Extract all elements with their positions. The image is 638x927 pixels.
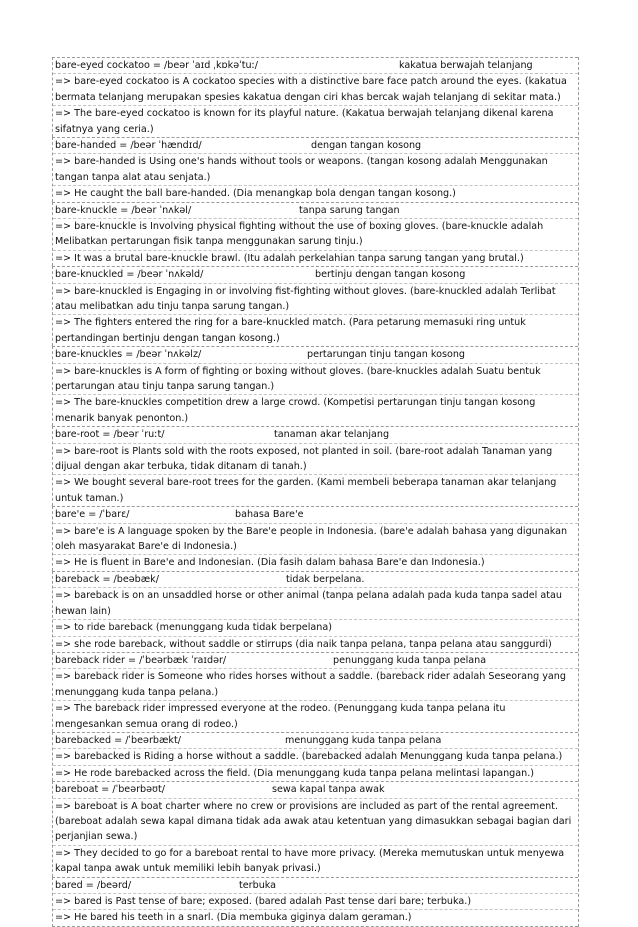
entry-term: bareback = /beəbæk/ xyxy=(55,573,159,585)
entry-definition: => bare-knuckle is Involving physical fighting without the use of boxing gloves. (bare-knuckle adalah Melibatkan pertarungan fisik tanpa menggunakan sarung tinju.) xyxy=(53,218,578,250)
entry-example: => He is fluent in Bare'e and Indonesian. (Dia fasih dalam bahasa Bare'e dan Indonesia.) xyxy=(53,554,578,570)
entry-header xyxy=(53,267,578,282)
entry-meaning: sewa kapal tanpa awak xyxy=(272,784,385,796)
entry-definition: => bareback rider is Someone who rides horses without a saddle. (bareback rider adalah Seseorang yang menunggang kuda tanpa pelana.) xyxy=(53,668,578,700)
entry-example: => He bared his teeth in a snarl. (Dia membuka giginya dalam geraman.) xyxy=(53,909,578,925)
entry-example: => to ride bareback (menunggang kuda tidak berpelana) xyxy=(53,619,578,635)
entry-bared xyxy=(52,877,578,927)
entry-definition: => bared is Past tense of bare; exposed. (bared adalah Past tense dari bare; terbuka.) xyxy=(53,893,578,909)
entry-term: bareback rider = /ˈbeərbæk ˈraɪdər/ xyxy=(55,654,227,666)
entry-term: bare-root = /beər ˈruːt/ xyxy=(55,429,165,441)
entry-bare-knuckle xyxy=(52,202,578,267)
entry-header xyxy=(53,427,578,442)
entry-header xyxy=(53,58,578,73)
entry-meaning: penunggang kuda tanpa pelana xyxy=(333,654,487,666)
entry-bare-root xyxy=(52,426,578,506)
entry-meaning: tanaman akar telanjang xyxy=(274,429,390,441)
entry-meaning: tanpa sarung tangan xyxy=(299,204,400,216)
entry-bare-knuckles xyxy=(52,346,578,426)
entry-example: => The bareback rider impressed everyone at the rodeo. (Penunggang kuda tanpa pelana itu mengesankan semua orang di rodeo.) xyxy=(53,700,578,732)
entry-example: => The bare-eyed cockatoo is known for its playful nature. (Kakatua berwajah telanjang dikenal karena sifatnya yang ceria.) xyxy=(53,105,578,137)
entry-header xyxy=(53,782,578,797)
entry-bare-handed xyxy=(52,137,578,202)
entry-meaning: tidak berpelana. xyxy=(286,573,365,585)
entry-example: => He rode barebacked across the field. (Dia menunggang kuda tanpa pelana melintasi lapangan.) xyxy=(53,765,578,781)
entry-header xyxy=(53,203,578,218)
entry-meaning: bertinju dengan tangan kosong xyxy=(315,269,466,281)
entry-baree xyxy=(52,506,578,571)
entry-term: bareboat = /ˈbeərbəʊt/ xyxy=(55,784,165,796)
entry-example: => We bought several bare-root trees for the garden. (Kami membeli beberapa tanaman akar telanjang untuk taman.) xyxy=(53,474,578,506)
entry-example: => They decided to go for a bareboat rental to have more privacy. (Mereka memutuskan untuk menyewa kapal tanpa awak untuk memiliki lebih banyak privasi.) xyxy=(53,845,578,877)
entry-term: bare'e = /ˈbarɛ/ xyxy=(55,509,130,521)
entry-definition: => bare-knuckled is Engaging in or involving fist-fighting without gloves. (bare-knuckled adalah Terlibat atau melibatkan adu tinju tanpa sarung tangan.) xyxy=(53,283,578,315)
entry-example: => The bare-knuckles competition drew a large crowd. (Kompetisi pertarungan tinju tangan kosong menarik banyak penonton.) xyxy=(53,394,578,426)
entry-term: barebacked = /ˈbeərbækt/ xyxy=(55,734,181,746)
entry-meaning: kakatua berwajah telanjang xyxy=(399,60,533,71)
entry-definition: => bare-knuckles is A form of fighting or boxing without gloves. (bare-knuckles adalah Suatu bentuk pertarungan atau tinju tanpa sarung tangan.) xyxy=(53,363,578,395)
entry-bareback xyxy=(52,571,578,652)
entry-term: bare-knuckle = /beər ˈnʌkəl/ xyxy=(55,204,192,216)
entry-bare-knuckled xyxy=(52,266,578,346)
entry-meaning: bahasa Bare'e xyxy=(235,509,304,521)
entry-header xyxy=(53,733,578,748)
entry-term: bare-eyed cockatoo = /beər ˈaɪd ˌkɒkəˈtuː/ xyxy=(55,60,259,71)
entry-definition: => bareback is on an unsaddled horse or other animal (tanpa pelana adalah pada kuda tanpa sadel atau hewan lain) xyxy=(53,587,578,619)
entry-bareback-rider xyxy=(52,652,578,732)
entry-meaning: terbuka xyxy=(239,879,277,891)
entry-header xyxy=(53,347,578,362)
entry-term: bare-knuckles = /beər ˈnʌkəlz/ xyxy=(55,349,202,361)
entry-meaning: pertarungan tinju tangan kosong xyxy=(307,349,466,361)
entry-definition: => bareboat is A boat charter where no crew or provisions are included as part of the rental agreement. (bareboat adalah sewa kapal dimana tidak ada awak atau ketentuan yang dimasukkan sebagai bagian dari perjanjian sewa.) xyxy=(53,798,578,845)
entry-definition: => barebacked is Riding a horse without a saddle. (barebacked adalah Menunggang kuda tanpa pelana.) xyxy=(53,748,578,764)
entry-meaning: dengan tangan kosong xyxy=(311,140,422,152)
entry-example: => It was a brutal bare-knuckle brawl. (Itu adalah perkelahian tanpa sarung tangan yang brutal.) xyxy=(53,250,578,266)
entry-header xyxy=(53,507,578,522)
entry-barebacked xyxy=(52,732,578,781)
entry-term: bare-knuckled = /beər ˈnʌkəld/ xyxy=(55,269,204,281)
entry-definition: => bare-eyed cockatoo is A cockatoo species with a distinctive bare face patch around the eyes. (kakatua bermata telanjang merupakan spesies kakatua dengan ciri khas bercak wajah telanjang di sekitar mata.) xyxy=(53,73,578,105)
entry-header xyxy=(53,653,578,668)
vocabulary-page xyxy=(52,57,579,927)
entry-header xyxy=(53,878,578,893)
entry-bareboat xyxy=(52,781,578,876)
entry-header xyxy=(53,572,578,587)
entry-definition: => bare-root is Plants sold with the roots exposed, not planted in soil. (bare-root adalah Tanaman yang dijual dengan akar terbuka, tidak ditanam di tanah.) xyxy=(53,443,578,475)
entry-meaning: menunggang kuda tanpa pelana xyxy=(285,734,442,746)
entry-bare-eyed-cockatoo xyxy=(52,57,578,137)
entry-term: bared = /beərd/ xyxy=(55,879,132,891)
entry-definition: => bare'e is A language spoken by the Bare'e people in Indonesia. (bare'e adalah bahasa yang digunakan oleh masyarakat Bare'e di Indonesia.) xyxy=(53,523,578,555)
entry-example: => she rode bareback, without saddle or stirrups (dia naik tanpa pelana, tanpa pelana atau sanggurdi) xyxy=(53,636,578,652)
entry-header xyxy=(53,138,578,153)
entry-example: => The fighters entered the ring for a bare-knuckled match. (Para petarung memasuki ring untuk pertandingan bertinju dengan tangan kosong.) xyxy=(53,314,578,346)
entry-term: bare-handed = /beər ˈhændɪd/ xyxy=(55,140,202,152)
entry-example: => He caught the ball bare-handed. (Dia menangkap bola dengan tangan kosong.) xyxy=(53,185,578,201)
entry-definition: => bare-handed is Using one's hands without tools or weapons. (tangan kosong adalah Menggunakan tangan tanpa alat atau senjata.) xyxy=(53,153,578,185)
